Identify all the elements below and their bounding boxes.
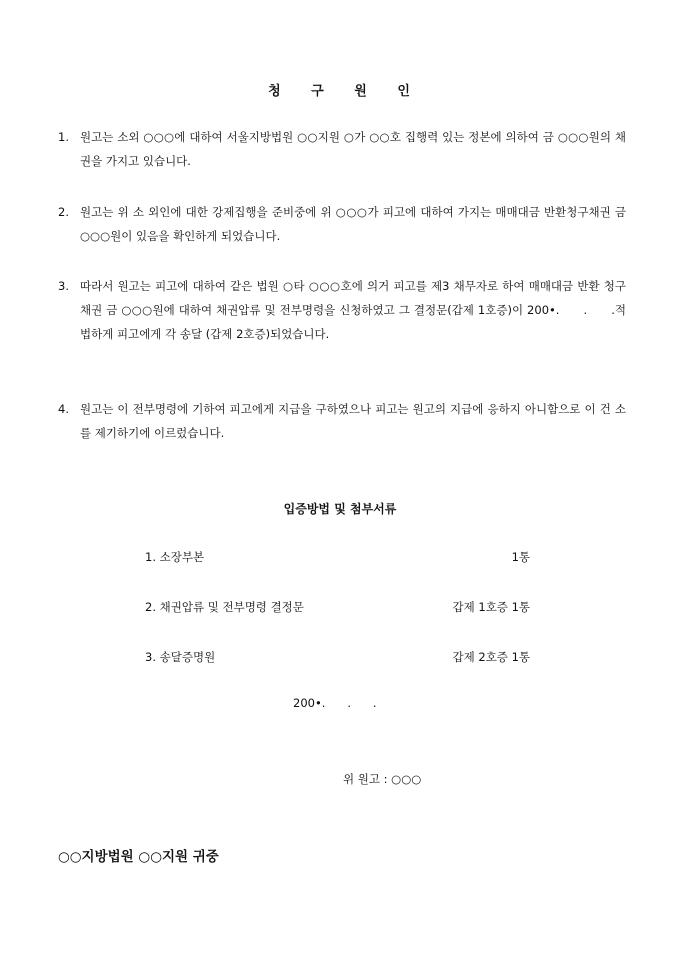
- attachment-label: 3. 송달증명원: [145, 650, 216, 664]
- plaintiff-signature: 위 원고 : ○○○: [343, 772, 422, 786]
- paragraph-number: 4.: [58, 402, 69, 416]
- filing-date: 200•. . .: [293, 696, 377, 710]
- paragraph-number: 1.: [58, 130, 69, 144]
- document-title: [0, 80, 680, 99]
- attachment-row: [145, 549, 530, 567]
- title-char: 청: [268, 84, 283, 99]
- attachment-ref: 갑제 2호증 1통: [452, 650, 530, 664]
- paragraph-text: 원고는 소외 ○○○에 대하여 서울지방법원 ○○지원 ○가 ○○호 집행력 있는 정본에 의하여 금 ○○○원의 채권을 가지고 있습니다.: [80, 130, 626, 168]
- evidence-section-title: 입증방법 및 첨부서류: [283, 502, 397, 516]
- title-char: 원: [354, 84, 369, 99]
- title-char: 구: [311, 84, 326, 99]
- attachment-label: 2. 채권압류 및 전부명령 결정문: [145, 600, 304, 614]
- paragraph-number: 2.: [58, 205, 69, 219]
- claim-paragraph-3: [58, 274, 626, 346]
- paragraph-text: 원고는 이 전부명령에 기하여 피고에게 지급을 구하였으나 피고는 원고의 지급에 응하지 아니함으로 이 건 소를 제기하기에 이르렀습니다.: [80, 402, 626, 440]
- claim-paragraph-4: [58, 397, 626, 445]
- court-addressee: ○○지방법원 ○○지원 귀중: [58, 849, 219, 865]
- claim-paragraph-2: [58, 200, 626, 248]
- attachment-label: 1. 소장부본: [145, 550, 205, 564]
- paragraph-number: 3.: [58, 279, 69, 293]
- attachment-row: [145, 649, 530, 667]
- attachment-ref: 1통: [511, 550, 530, 564]
- claim-paragraph-1: [58, 125, 626, 173]
- attachment-ref: 갑제 1호증 1통: [452, 600, 530, 614]
- title-char: 인: [397, 84, 412, 99]
- attachment-row: [145, 599, 530, 617]
- paragraph-text: 원고는 위 소 외인에 대한 강제집행을 준비중에 위 ○○○가 피고에 대하여 가지는 매매대금 반환청구채권 금 ○○○원이 있음을 확인하게 되었습니다.: [80, 205, 626, 243]
- paragraph-text: 따라서 원고는 피고에 대하여 같은 법원 ○타 ○○○호에 의거 피고를 제3 채무자로 하여 매매대금 반환 청구채권 금 ○○○원에 대하여 채권압류 및 전부명령을 신청하였고 그 결정문(갑제 1호증)이 200•. . .적법하게 피고에게 각 송달 (갑제 2호증)되었습니다.: [80, 279, 626, 341]
